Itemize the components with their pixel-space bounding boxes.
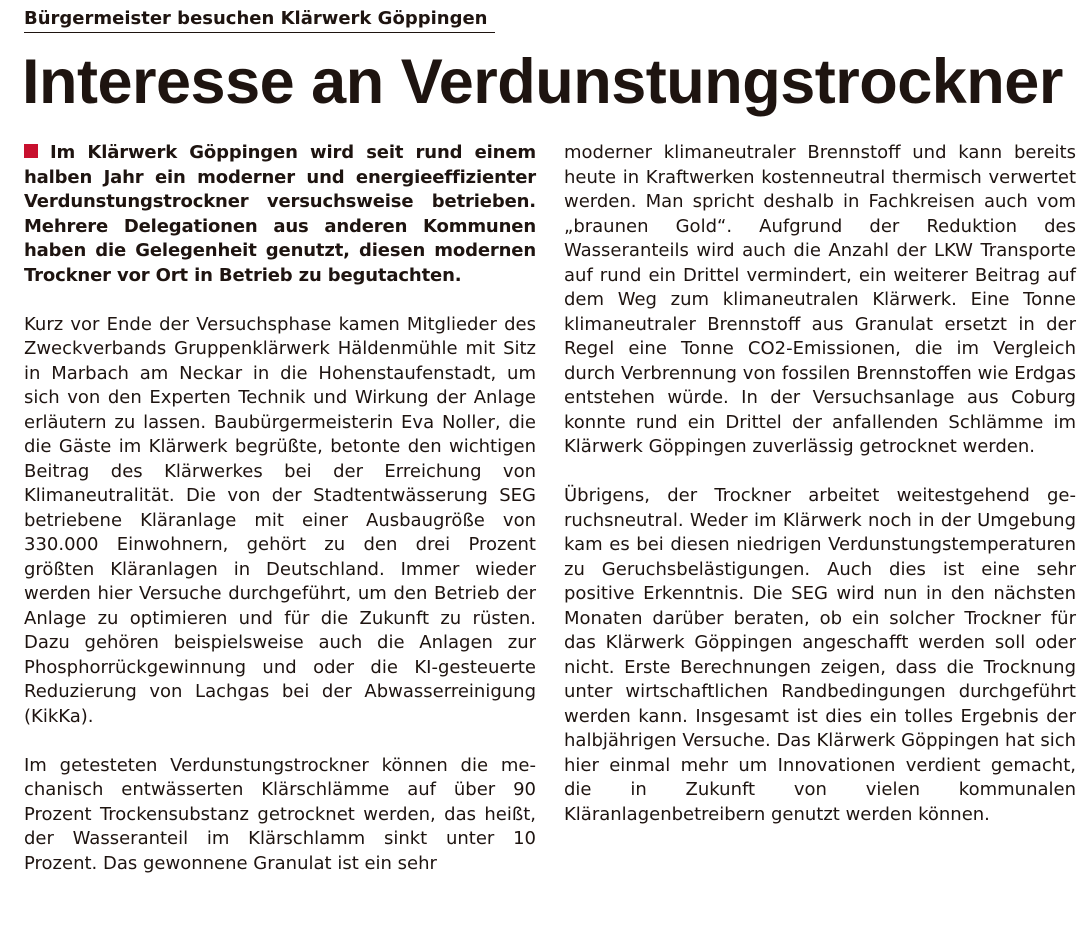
- article-paragraph: Übrigens, der Trockner arbeitet weitestgehend geruchsneutral. Weder im Klärwerk noch in der Umgebung kam es bei diesen niedrigen Verdunstungstemperaturen zu Geruchsbelästigungen. Auch dies ist eine sehr positive Erkenntnis. Die SEG wird nun in den nächsten Monaten darüber beraten, ob ein solcher Trockner für das Klärwerk Göppingen angeschafft werden soll oder nicht. Erste Berechnungen zeigen, dass die Trocknung unter wirtschaftlichen Randbedingungen durchgeführt werden kann. Insgesamt ist dies ein tolles Ergebnis der halbjährigen Versuche. Das Klärwerk Göppingen hat sich hier einmal mehr um Innovationen verdient gemacht, die in Zukunft von vielen kommunalen Kläranlagenbetreibern genutzt werden können.: [564, 485, 1076, 825]
- article-paragraph: Kurz vor Ende der Versuchsphase kamen Mitglieder des Zweckverbands Gruppenklärwerk Häldenmühle mit Sitz in Marbach am Neckar in die Hohenstaufenstadt, um sich von den Experten Technik und Wirkung der Anlage erläutern zu lassen. Baubürgermeisterin Eva Noller, die die Gäste im Klärwerk begrüßte, betonte den wichtigen Beitrag des Klärwerkes bei der Erreichung von Klimaneutralität. Die von der Stadtentwässerung SEG betriebene Kläranlage mit einer Ausbaugröße von 330.000 Einwohnern, gehört zu den drei Prozent größten Kläranlagen in Deutschland. Immer wieder werden hier Versuche durchgeführt, um den Betrieb der Anlage zu optimieren und für die Zukunft zu rüsten. Dazu gehören beispielsweise auch die Anlagen zur Phosphorrückgewinnung und oder die KI-gesteuerte Reduzierung von Lachgas bei der Abwasserreinigung (KikKa).: [24, 313, 536, 727]
- lead-marker-square-icon: [24, 144, 38, 158]
- article-column-left: [24, 141, 536, 876]
- article-lead-text: Im Klärwerk Göppingen wird seit rund einem halben Jahr ein moderner und energieeffizienter Verdunstungstrockner versuchsweise betrieben. Mehrere Delegationen aus anderen Kommunen haben die Gelegenheit genutzt, diesen modernen Trockner vor Ort in Betrieb zu begutachten.: [24, 142, 536, 286]
- article-column-right: [564, 141, 1076, 827]
- article-headline: Interesse an Verdunstungstrockner: [22, 47, 1063, 117]
- article-kicker: Bürgermeister besuchen Klärwerk Göppingen: [24, 6, 495, 33]
- article-paragraph-part: Im getesteten Verdunstungstrockner können die mechanisch entwässerten Klärschlämme auf über 90 Prozent Trockensubstanz getrocknet werden, das heißt, der Wasseranteil im Klärschlamm sinkt unter 10 Prozent. Das gewonnene Granulat ist ein sehr: [24, 754, 536, 874]
- article-paragraph-continued: moderner klimaneutraler Brennstoff und kann bereits heute in Kraftwerken kostenneutral thermisch verwertet werden. Man spricht deshalb in Fachkreisen auch vom „braunen Gold“. Aufgrund der Reduktion des Wasseranteils wird auch die Anzahl der LKW Transporte auf rund ein Drittel vermindert, ein weiterer Beitrag auf dem Weg zum klimaneutralen Klärwerk. Eine Tonne klimaneutraler Brennstoff aus Granulat ersetzt in der Regel eine Tonne CO2-Emissionen, die im Vergleich durch Verbrennung von fossilen Brennstoffen wie Erdgas entstehen würde. In der Versuchsanlage aus Coburg konnte rund ein Drittel der anfallenden Schlämme im Klärwerk Göppingen zuverlässig getrocknet werden.: [564, 142, 1076, 457]
- article-lead: [24, 141, 536, 288]
